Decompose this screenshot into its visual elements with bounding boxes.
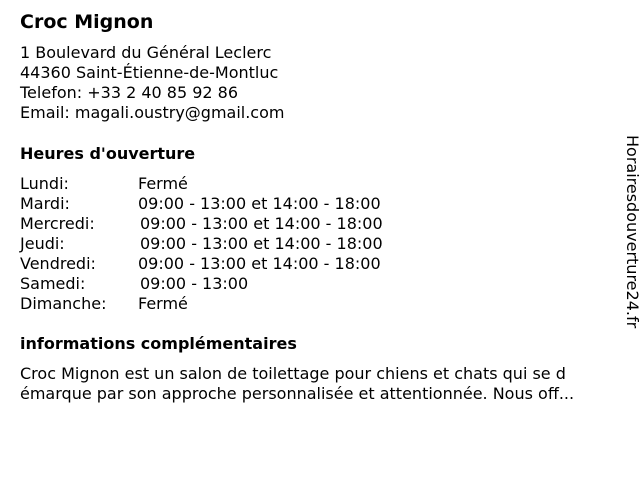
opening-hours-heading: Heures d'ouverture (20, 144, 196, 163)
hours-row-monday (20, 174, 440, 194)
day-hours: 09:00 - 13:00 et 14:00 - 18:00 (138, 194, 381, 213)
day-hours: Fermé (138, 174, 188, 193)
site-watermark: Horairesdouverture24.fr (623, 135, 642, 329)
email-address: Email: magali.oustry@gmail.com (20, 103, 285, 122)
info-line: émarque par son approche personnalisée et attentionnée. Nous off... (20, 384, 575, 403)
address-city: 44360 Saint-Étienne-de-Montluc (20, 63, 279, 82)
day-hours: Fermé (138, 294, 188, 313)
day-hours: 09:00 - 13:00 et 14:00 - 18:00 (138, 254, 381, 273)
hours-row-sunday (20, 294, 440, 314)
hours-row-thursday (20, 234, 440, 254)
day-hours: 09:00 - 13:00 (140, 274, 249, 293)
day-hours: 09:00 - 13:00 et 14:00 - 18:00 (140, 234, 383, 253)
opening-hours-table (20, 174, 440, 314)
business-contact (20, 43, 284, 123)
business-name: Croc Mignon (20, 11, 154, 33)
hours-row-wednesday (20, 214, 440, 234)
day-name: Vendredi: (20, 254, 96, 273)
day-hours: 09:00 - 13:00 et 14:00 - 18:00 (140, 214, 383, 233)
day-name: Samedi: (20, 274, 86, 293)
phone-number: Telefon: +33 2 40 85 92 86 (20, 83, 239, 102)
additional-info-text (20, 364, 620, 404)
address-street: 1 Boulevard du Général Leclerc (20, 43, 272, 62)
info-line: Croc Mignon est un salon de toilettage pour chiens et chats qui se d (20, 364, 566, 383)
day-name: Lundi: (20, 174, 69, 193)
day-name: Dimanche: (20, 294, 107, 313)
hours-row-tuesday (20, 194, 440, 214)
day-name: Jeudi: (20, 234, 65, 253)
hours-row-saturday (20, 274, 440, 294)
day-name: Mardi: (20, 194, 70, 213)
additional-info-heading: informations complémentaires (20, 334, 297, 353)
day-name: Mercredi: (20, 214, 95, 233)
hours-row-friday (20, 254, 440, 274)
